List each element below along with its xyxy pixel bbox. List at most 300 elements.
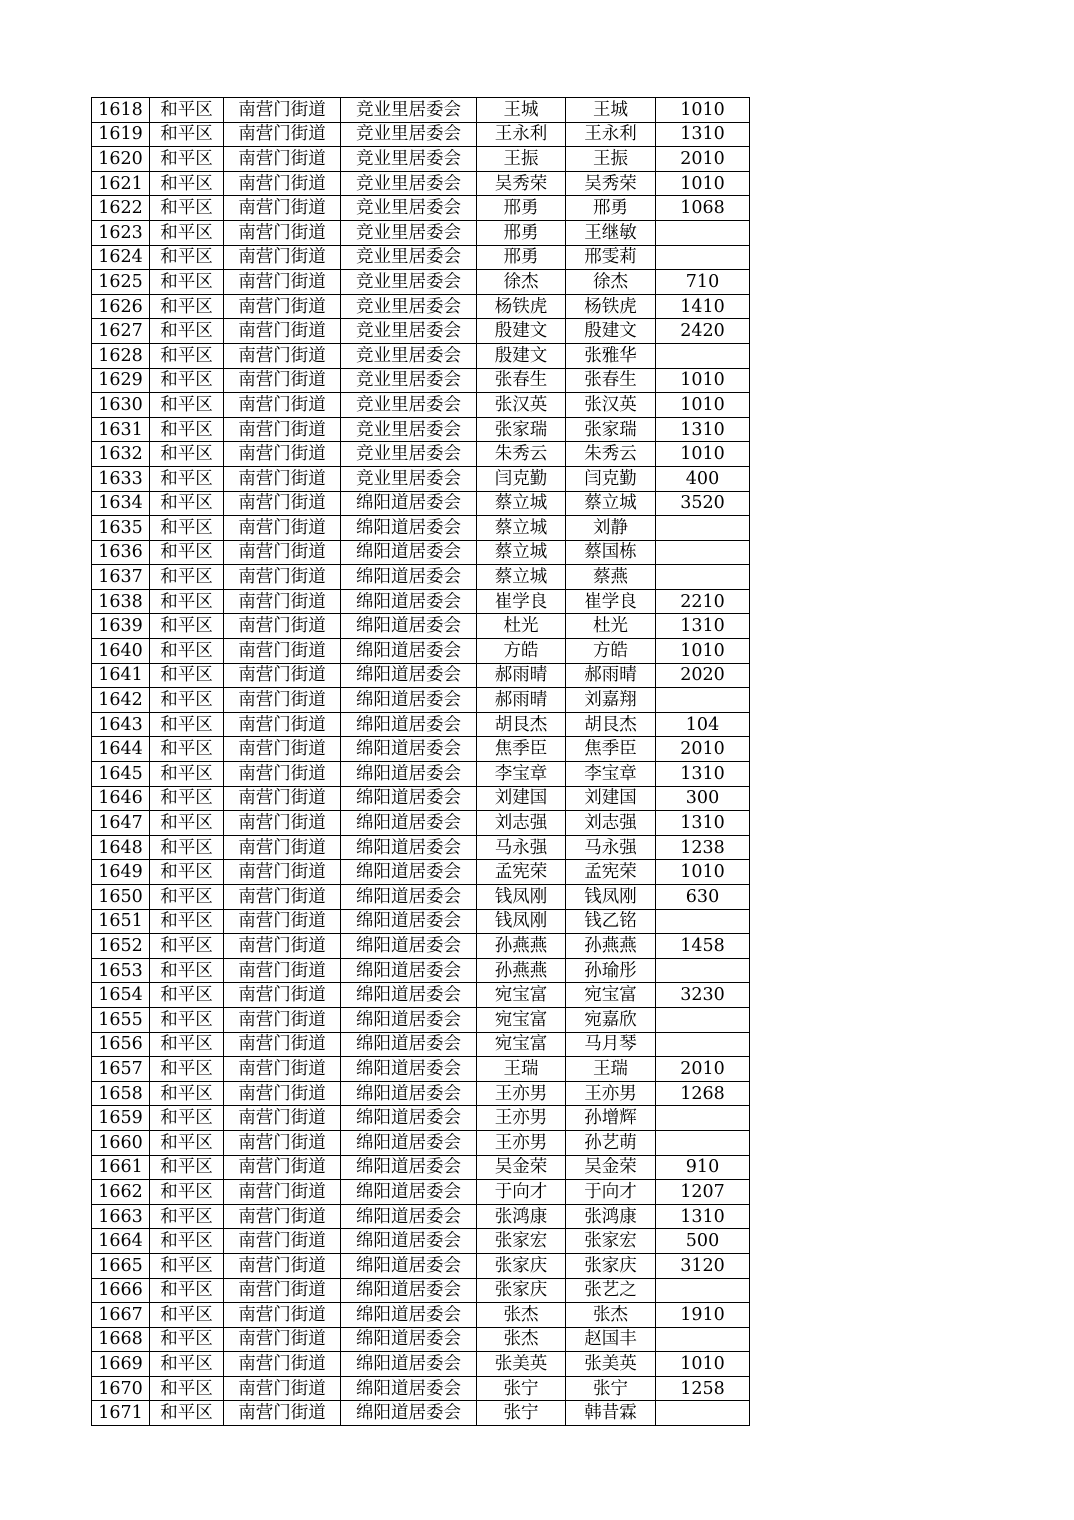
district-cell: 和平区 [150, 737, 224, 762]
row-number-cell: 1664 [92, 1229, 150, 1254]
committee-cell: 绵阳道居委会 [341, 811, 477, 836]
amount-cell: 3230 [656, 983, 750, 1008]
row-number-cell: 1657 [92, 1057, 150, 1082]
committee-cell: 绵阳道居委会 [341, 491, 477, 516]
subdistrict-cell: 南营门街道 [224, 958, 341, 983]
table-row [92, 1180, 750, 1205]
district-cell: 和平区 [150, 466, 224, 491]
row-number-cell: 1661 [92, 1155, 150, 1180]
householder-cell: 钱凤刚 [477, 885, 566, 910]
committee-cell: 竞业里居委会 [341, 343, 477, 368]
amount-cell: 1310 [656, 1204, 750, 1229]
amount-cell: 1910 [656, 1303, 750, 1328]
householder-cell: 郝雨晴 [477, 688, 566, 713]
member-cell: 吴金荣 [566, 1155, 656, 1180]
householder-cell: 刘志强 [477, 811, 566, 836]
row-number-cell: 1659 [92, 1106, 150, 1131]
amount-cell [656, 1032, 750, 1057]
amount-cell: 1310 [656, 122, 750, 147]
subdistrict-cell: 南营门街道 [224, 1278, 341, 1303]
amount-cell: 3120 [656, 1253, 750, 1278]
committee-cell: 竞业里居委会 [341, 393, 477, 418]
subdistrict-cell: 南营门街道 [224, 860, 341, 885]
subdistrict-cell: 南营门街道 [224, 663, 341, 688]
table-row [92, 1204, 750, 1229]
committee-cell: 绵阳道居委会 [341, 1106, 477, 1131]
table-row [92, 688, 750, 713]
amount-cell: 1310 [656, 762, 750, 787]
householder-cell: 杨铁虎 [477, 294, 566, 319]
amount-cell [656, 220, 750, 245]
member-cell: 孙增辉 [566, 1106, 656, 1131]
amount-cell: 2020 [656, 663, 750, 688]
householder-cell: 邢勇 [477, 196, 566, 221]
committee-cell: 竞业里居委会 [341, 147, 477, 172]
member-cell: 张家瑞 [566, 417, 656, 442]
subdistrict-cell: 南营门街道 [224, 1007, 341, 1032]
table-row [92, 1155, 750, 1180]
committee-cell: 绵阳道居委会 [341, 958, 477, 983]
district-cell: 和平区 [150, 516, 224, 541]
row-number-cell: 1643 [92, 712, 150, 737]
subdistrict-cell: 南营门街道 [224, 1032, 341, 1057]
committee-cell: 绵阳道居委会 [341, 1278, 477, 1303]
member-cell: 张家庆 [566, 1253, 656, 1278]
member-cell: 韩昔霖 [566, 1401, 656, 1426]
committee-cell: 竞业里居委会 [341, 245, 477, 270]
member-cell: 张杰 [566, 1303, 656, 1328]
member-cell: 马月琴 [566, 1032, 656, 1057]
committee-cell: 绵阳道居委会 [341, 1130, 477, 1155]
district-cell: 和平区 [150, 565, 224, 590]
member-cell: 张美英 [566, 1352, 656, 1377]
table-row [92, 1401, 750, 1426]
committee-cell: 竞业里居委会 [341, 319, 477, 344]
subdistrict-cell: 南营门街道 [224, 516, 341, 541]
district-cell: 和平区 [150, 270, 224, 295]
district-cell: 和平区 [150, 589, 224, 614]
committee-cell: 绵阳道居委会 [341, 1007, 477, 1032]
householder-cell: 钱凤刚 [477, 909, 566, 934]
subdistrict-cell: 南营门街道 [224, 762, 341, 787]
subdistrict-cell: 南营门街道 [224, 1204, 341, 1229]
row-number-cell: 1628 [92, 343, 150, 368]
district-cell: 和平区 [150, 835, 224, 860]
row-number-cell: 1652 [92, 934, 150, 959]
district-cell: 和平区 [150, 1204, 224, 1229]
row-number-cell: 1622 [92, 196, 150, 221]
table-row [92, 343, 750, 368]
subdistrict-cell: 南营门街道 [224, 712, 341, 737]
committee-cell: 竞业里居委会 [341, 466, 477, 491]
householder-cell: 马永强 [477, 835, 566, 860]
district-cell: 和平区 [150, 442, 224, 467]
amount-cell [656, 958, 750, 983]
member-cell: 张艺之 [566, 1278, 656, 1303]
amount-cell [656, 343, 750, 368]
committee-cell: 绵阳道居委会 [341, 835, 477, 860]
amount-cell [656, 1007, 750, 1032]
householder-cell: 王城 [477, 98, 566, 123]
member-cell: 刘建国 [566, 786, 656, 811]
committee-cell: 绵阳道居委会 [341, 1180, 477, 1205]
householder-cell: 蔡立城 [477, 540, 566, 565]
table-row [92, 1303, 750, 1328]
committee-cell: 竞业里居委会 [341, 417, 477, 442]
subdistrict-cell: 南营门街道 [224, 1057, 341, 1082]
table-row [92, 639, 750, 664]
district-cell: 和平区 [150, 885, 224, 910]
subdistrict-cell: 南营门街道 [224, 1303, 341, 1328]
householder-cell: 朱秀云 [477, 442, 566, 467]
member-cell: 王城 [566, 98, 656, 123]
committee-cell: 绵阳道居委会 [341, 614, 477, 639]
district-cell: 和平区 [150, 1130, 224, 1155]
householder-cell: 方皓 [477, 639, 566, 664]
table-row [92, 294, 750, 319]
subdistrict-cell: 南营门街道 [224, 491, 341, 516]
amount-cell: 1258 [656, 1376, 750, 1401]
householder-cell: 崔学良 [477, 589, 566, 614]
row-number-cell: 1632 [92, 442, 150, 467]
subdistrict-cell: 南营门街道 [224, 393, 341, 418]
amount-cell: 1410 [656, 294, 750, 319]
row-number-cell: 1667 [92, 1303, 150, 1328]
committee-cell: 绵阳道居委会 [341, 1229, 477, 1254]
amount-cell [656, 565, 750, 590]
householder-cell: 杜光 [477, 614, 566, 639]
amount-cell [656, 1106, 750, 1131]
row-number-cell: 1639 [92, 614, 150, 639]
district-cell: 和平区 [150, 147, 224, 172]
district-cell: 和平区 [150, 1032, 224, 1057]
table-row [92, 417, 750, 442]
district-cell: 和平区 [150, 1229, 224, 1254]
householder-cell: 张宁 [477, 1376, 566, 1401]
member-cell: 蔡立城 [566, 491, 656, 516]
row-number-cell: 1666 [92, 1278, 150, 1303]
householder-cell: 王振 [477, 147, 566, 172]
member-cell: 王继敏 [566, 220, 656, 245]
district-cell: 和平区 [150, 294, 224, 319]
committee-cell: 绵阳道居委会 [341, 786, 477, 811]
amount-cell [656, 688, 750, 713]
table-row [92, 122, 750, 147]
table-row [92, 270, 750, 295]
table-row [92, 147, 750, 172]
committee-cell: 绵阳道居委会 [341, 589, 477, 614]
householder-cell: 王瑞 [477, 1057, 566, 1082]
subdistrict-cell: 南营门街道 [224, 343, 341, 368]
row-number-cell: 1656 [92, 1032, 150, 1057]
committee-cell: 竞业里居委会 [341, 270, 477, 295]
table-row [92, 220, 750, 245]
subdistrict-cell: 南营门街道 [224, 417, 341, 442]
district-cell: 和平区 [150, 1376, 224, 1401]
householder-cell: 吴秀荣 [477, 171, 566, 196]
district-cell: 和平区 [150, 663, 224, 688]
committee-cell: 绵阳道居委会 [341, 860, 477, 885]
table-row [92, 196, 750, 221]
district-cell: 和平区 [150, 1155, 224, 1180]
table-row [92, 1057, 750, 1082]
row-number-cell: 1627 [92, 319, 150, 344]
committee-cell: 绵阳道居委会 [341, 1327, 477, 1352]
subdistrict-cell: 南营门街道 [224, 934, 341, 959]
committee-cell: 绵阳道居委会 [341, 983, 477, 1008]
subdistrict-cell: 南营门街道 [224, 885, 341, 910]
committee-cell: 绵阳道居委会 [341, 909, 477, 934]
committee-cell: 绵阳道居委会 [341, 1057, 477, 1082]
table-row [92, 245, 750, 270]
row-number-cell: 1636 [92, 540, 150, 565]
subdistrict-cell: 南营门街道 [224, 1352, 341, 1377]
subdistrict-cell: 南营门街道 [224, 122, 341, 147]
amount-cell: 910 [656, 1155, 750, 1180]
committee-cell: 竞业里居委会 [341, 196, 477, 221]
row-number-cell: 1624 [92, 245, 150, 270]
householder-cell: 孙燕燕 [477, 958, 566, 983]
district-cell: 和平区 [150, 417, 224, 442]
district-cell: 和平区 [150, 343, 224, 368]
subdistrict-cell: 南营门街道 [224, 147, 341, 172]
subdistrict-cell: 南营门街道 [224, 466, 341, 491]
householder-cell: 张春生 [477, 368, 566, 393]
amount-cell: 400 [656, 466, 750, 491]
table-row [92, 1352, 750, 1377]
table-row [92, 393, 750, 418]
district-cell: 和平区 [150, 368, 224, 393]
subdistrict-cell: 南营门街道 [224, 909, 341, 934]
householder-cell: 殷建文 [477, 319, 566, 344]
subdistrict-cell: 南营门街道 [224, 983, 341, 1008]
member-cell: 张雅华 [566, 343, 656, 368]
district-cell: 和平区 [150, 319, 224, 344]
amount-cell: 1310 [656, 811, 750, 836]
table-row [92, 466, 750, 491]
table-row [92, 1278, 750, 1303]
district-cell: 和平区 [150, 712, 224, 737]
member-cell: 胡艮杰 [566, 712, 656, 737]
table-row [92, 786, 750, 811]
amount-cell: 1010 [656, 171, 750, 196]
district-cell: 和平区 [150, 983, 224, 1008]
subdistrict-cell: 南营门街道 [224, 786, 341, 811]
member-cell: 邢勇 [566, 196, 656, 221]
table-row [92, 1081, 750, 1106]
row-number-cell: 1634 [92, 491, 150, 516]
row-number-cell: 1646 [92, 786, 150, 811]
subdistrict-cell: 南营门街道 [224, 98, 341, 123]
committee-cell: 绵阳道居委会 [341, 516, 477, 541]
table-row [92, 909, 750, 934]
member-cell: 方皓 [566, 639, 656, 664]
row-number-cell: 1655 [92, 1007, 150, 1032]
district-cell: 和平区 [150, 1081, 224, 1106]
district-cell: 和平区 [150, 811, 224, 836]
table-row [92, 614, 750, 639]
subdistrict-cell: 南营门街道 [224, 220, 341, 245]
row-number-cell: 1651 [92, 909, 150, 934]
table-row [92, 1032, 750, 1057]
row-number-cell: 1658 [92, 1081, 150, 1106]
committee-cell: 绵阳道居委会 [341, 1032, 477, 1057]
district-cell: 和平区 [150, 934, 224, 959]
householder-cell: 王亦男 [477, 1081, 566, 1106]
amount-cell [656, 540, 750, 565]
member-cell: 王亦男 [566, 1081, 656, 1106]
member-cell: 孙瑜彤 [566, 958, 656, 983]
member-cell: 张鸿康 [566, 1204, 656, 1229]
subdistrict-cell: 南营门街道 [224, 811, 341, 836]
amount-cell: 1207 [656, 1180, 750, 1205]
row-number-cell: 1626 [92, 294, 150, 319]
row-number-cell: 1654 [92, 983, 150, 1008]
committee-cell: 竞业里居委会 [341, 368, 477, 393]
table-row [92, 1253, 750, 1278]
amount-cell: 2420 [656, 319, 750, 344]
table-row [92, 1376, 750, 1401]
householder-cell: 邢勇 [477, 220, 566, 245]
amount-cell: 2010 [656, 737, 750, 762]
subdistrict-cell: 南营门街道 [224, 589, 341, 614]
member-cell: 邢雯莉 [566, 245, 656, 270]
householder-cell: 胡艮杰 [477, 712, 566, 737]
table-row [92, 835, 750, 860]
householder-cell: 王亦男 [477, 1130, 566, 1155]
district-cell: 和平区 [150, 688, 224, 713]
amount-cell: 500 [656, 1229, 750, 1254]
member-cell: 朱秀云 [566, 442, 656, 467]
member-cell: 吴秀荣 [566, 171, 656, 196]
subdistrict-cell: 南营门街道 [224, 1106, 341, 1131]
district-cell: 和平区 [150, 245, 224, 270]
committee-cell: 绵阳道居委会 [341, 565, 477, 590]
subdistrict-cell: 南营门街道 [224, 1155, 341, 1180]
amount-cell: 1310 [656, 614, 750, 639]
householder-cell: 李宝章 [477, 762, 566, 787]
table-row [92, 368, 750, 393]
householder-cell: 宛宝富 [477, 983, 566, 1008]
member-cell: 崔学良 [566, 589, 656, 614]
amount-cell: 3520 [656, 491, 750, 516]
table-row [92, 319, 750, 344]
row-number-cell: 1633 [92, 466, 150, 491]
row-number-cell: 1637 [92, 565, 150, 590]
subdistrict-cell: 南营门街道 [224, 270, 341, 295]
amount-cell: 1010 [656, 368, 750, 393]
table-row [92, 934, 750, 959]
row-number-cell: 1640 [92, 639, 150, 664]
householder-cell: 张宁 [477, 1401, 566, 1426]
table-row [92, 762, 750, 787]
householder-cell: 宛宝富 [477, 1032, 566, 1057]
householder-cell: 张汉英 [477, 393, 566, 418]
subdistrict-cell: 南营门街道 [224, 1081, 341, 1106]
district-cell: 和平区 [150, 393, 224, 418]
householder-cell: 蔡立城 [477, 516, 566, 541]
member-cell: 张汉英 [566, 393, 656, 418]
table-row [92, 1007, 750, 1032]
district-cell: 和平区 [150, 1057, 224, 1082]
table-row [92, 958, 750, 983]
row-number-cell: 1629 [92, 368, 150, 393]
table-row [92, 565, 750, 590]
committee-cell: 竞业里居委会 [341, 442, 477, 467]
district-cell: 和平区 [150, 1278, 224, 1303]
committee-cell: 绵阳道居委会 [341, 762, 477, 787]
district-cell: 和平区 [150, 958, 224, 983]
row-number-cell: 1620 [92, 147, 150, 172]
subdistrict-cell: 南营门街道 [224, 171, 341, 196]
householder-cell: 于向才 [477, 1180, 566, 1205]
table-row [92, 1229, 750, 1254]
member-cell: 孟宪荣 [566, 860, 656, 885]
district-cell: 和平区 [150, 860, 224, 885]
district-cell: 和平区 [150, 220, 224, 245]
amount-cell: 2210 [656, 589, 750, 614]
row-number-cell: 1665 [92, 1253, 150, 1278]
member-cell: 刘嘉翔 [566, 688, 656, 713]
member-cell: 宛嘉欣 [566, 1007, 656, 1032]
householder-cell: 张美英 [477, 1352, 566, 1377]
row-number-cell: 1618 [92, 98, 150, 123]
row-number-cell: 1644 [92, 737, 150, 762]
district-cell: 和平区 [150, 639, 224, 664]
member-cell: 杨铁虎 [566, 294, 656, 319]
member-cell: 宛宝富 [566, 983, 656, 1008]
member-cell: 蔡国栋 [566, 540, 656, 565]
row-number-cell: 1650 [92, 885, 150, 910]
row-number-cell: 1649 [92, 860, 150, 885]
committee-cell: 绵阳道居委会 [341, 737, 477, 762]
householder-cell: 吴金荣 [477, 1155, 566, 1180]
table-row [92, 712, 750, 737]
amount-cell: 2010 [656, 147, 750, 172]
row-number-cell: 1631 [92, 417, 150, 442]
row-number-cell: 1668 [92, 1327, 150, 1352]
subdistrict-cell: 南营门街道 [224, 368, 341, 393]
district-cell: 和平区 [150, 1253, 224, 1278]
subdistrict-cell: 南营门街道 [224, 294, 341, 319]
table-row [92, 516, 750, 541]
member-cell: 王振 [566, 147, 656, 172]
householder-cell: 蔡立城 [477, 491, 566, 516]
table-row [92, 491, 750, 516]
subdistrict-cell: 南营门街道 [224, 835, 341, 860]
member-cell: 徐杰 [566, 270, 656, 295]
district-cell: 和平区 [150, 171, 224, 196]
row-number-cell: 1653 [92, 958, 150, 983]
amount-cell: 1010 [656, 442, 750, 467]
district-cell: 和平区 [150, 1007, 224, 1032]
subdistrict-cell: 南营门街道 [224, 196, 341, 221]
amount-cell [656, 1278, 750, 1303]
member-cell: 钱凤刚 [566, 885, 656, 910]
district-cell: 和平区 [150, 1106, 224, 1131]
member-cell: 王永利 [566, 122, 656, 147]
subdistrict-cell: 南营门街道 [224, 245, 341, 270]
district-cell: 和平区 [150, 98, 224, 123]
table-row [92, 171, 750, 196]
householder-cell: 宛宝富 [477, 1007, 566, 1032]
member-cell: 张家宏 [566, 1229, 656, 1254]
householder-cell: 张家庆 [477, 1253, 566, 1278]
table-body [92, 98, 750, 1426]
member-cell: 张春生 [566, 368, 656, 393]
row-number-cell: 1638 [92, 589, 150, 614]
table-row [92, 663, 750, 688]
